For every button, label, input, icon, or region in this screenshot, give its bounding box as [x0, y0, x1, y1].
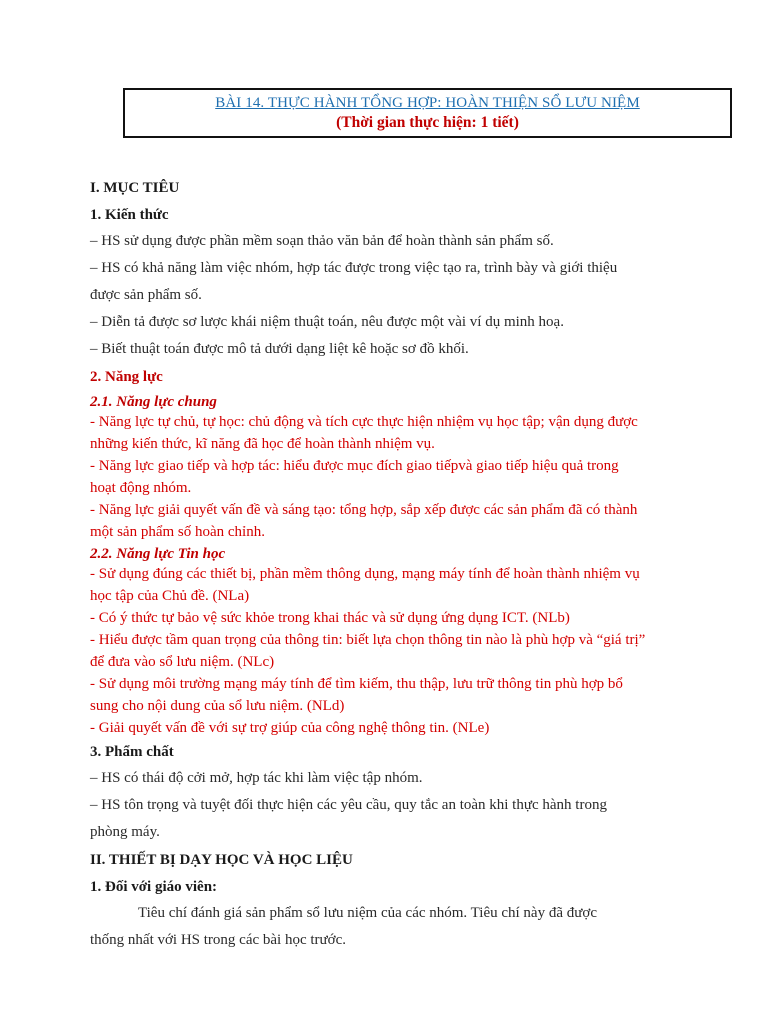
section-objectives-heading: I. MỤC TIÊU: [90, 180, 180, 196]
it-competency-line: - Giải quyết vấn đề với sự trợ giúp của công nghệ thông tin. (NLe): [90, 720, 490, 736]
lesson-title-box: [123, 88, 732, 138]
document-body: [90, 176, 730, 954]
knowledge-heading: 1. Kiến thức: [90, 207, 169, 223]
section-equipment-heading: II. THIẾT BỊ DẠY HỌC VÀ HỌC LIỆU: [90, 852, 353, 868]
lesson-title: BÀI 14. THỰC HÀNH TỔNG HỢP: HOÀN THIỆN SỔ LƯU NIỆM: [215, 95, 640, 111]
it-competency-heading: 2.2. Năng lực Tin học: [90, 546, 226, 562]
general-competency-list: [90, 411, 730, 543]
lesson-duration: (Thời gian thực hiện: 1 tiết): [336, 114, 519, 131]
knowledge-line: – HS sử dụng được phần mềm soạn thảo văn bản để hoàn thành sản phẩm số.: [90, 233, 554, 249]
teacher-line: thống nhất với HS trong các bài học trước.: [90, 932, 347, 948]
general-competency-line: hoạt động nhóm.: [90, 480, 192, 496]
teacher-heading: 1. Đối với giáo viên:: [90, 879, 218, 895]
knowledge-line: – Diễn tả được sơ lược khái niệm thuật toán, nêu được một vài ví dụ minh hoạ.: [90, 314, 564, 330]
qualities-list: [90, 765, 730, 846]
it-competency-line: - Hiểu được tầm quan trọng của thông tin: biết lựa chọn thông tin nào là phù hợp và “giá trị”: [90, 632, 646, 648]
knowledge-line: – Biết thuật toán được mô tả dưới dạng liệt kê hoặc sơ đồ khối.: [90, 341, 469, 357]
it-competency-line: - Sử dụng môi trường mạng máy tính để tìm kiếm, thu thập, lưu trữ thông tin phù hợp bổ: [90, 676, 623, 692]
knowledge-line: – HS có khả năng làm việc nhóm, hợp tác được trong việc tạo ra, trình bày và giới thiệu: [90, 260, 618, 276]
general-competency-line: - Năng lực tự chủ, tự học: chủ động và tích cực thực hiện nhiệm vụ học tập; vận dụng được: [90, 414, 638, 430]
qualities-heading: 3. Phẩm chất: [90, 744, 174, 760]
qualities-line: – HS tôn trọng và tuyệt đối thực hiện các yêu cầu, quy tắc an toàn khi thực hành trong: [90, 797, 607, 813]
qualities-line: phòng máy.: [90, 824, 160, 840]
it-competency-line: - Có ý thức tự bảo vệ sức khỏe trong khai thác và sử dụng ứng dụng ICT. (NLb): [90, 610, 570, 626]
it-competency-line: để đưa vào sổ lưu niệm. (NLc): [90, 654, 275, 670]
qualities-line: – HS có thái độ cởi mở, hợp tác khi làm việc tập nhóm.: [90, 770, 423, 786]
it-competency-line: sung cho nội dung của sổ lưu niệm. (NLd): [90, 698, 345, 714]
it-competency-line: học tập của Chủ đề. (NLa): [90, 588, 250, 604]
general-competency-heading: 2.1. Năng lực chung: [90, 394, 217, 410]
teacher-line: Tiêu chí đánh giá sản phẩm sổ lưu niệm của các nhóm. Tiêu chí này đã được: [138, 905, 597, 921]
knowledge-line: được sản phẩm số.: [90, 287, 202, 303]
it-competency-line: - Sử dụng đúng các thiết bị, phần mềm thông dụng, mạng máy tính để hoàn thành nhiệm vụ: [90, 566, 640, 582]
it-competency-list: [90, 563, 730, 739]
general-competency-line: - Năng lực giao tiếp và hợp tác: hiểu được mục đích giao tiếpvà giao tiếp hiệu quả trong: [90, 458, 619, 474]
general-competency-line: một sản phẩm số hoàn chỉnh.: [90, 524, 265, 540]
teacher-paragraph: [90, 900, 730, 954]
general-competency-line: những kiến thức, kĩ năng đã học để hoàn thành nhiệm vụ.: [90, 436, 435, 452]
knowledge-list: [90, 228, 730, 363]
competency-heading: 2. Năng lực: [90, 369, 163, 385]
general-competency-line: - Năng lực giải quyết vấn đề và sáng tạo: tổng hợp, sắp xếp được các sản phẩm đã có thành: [90, 502, 638, 518]
